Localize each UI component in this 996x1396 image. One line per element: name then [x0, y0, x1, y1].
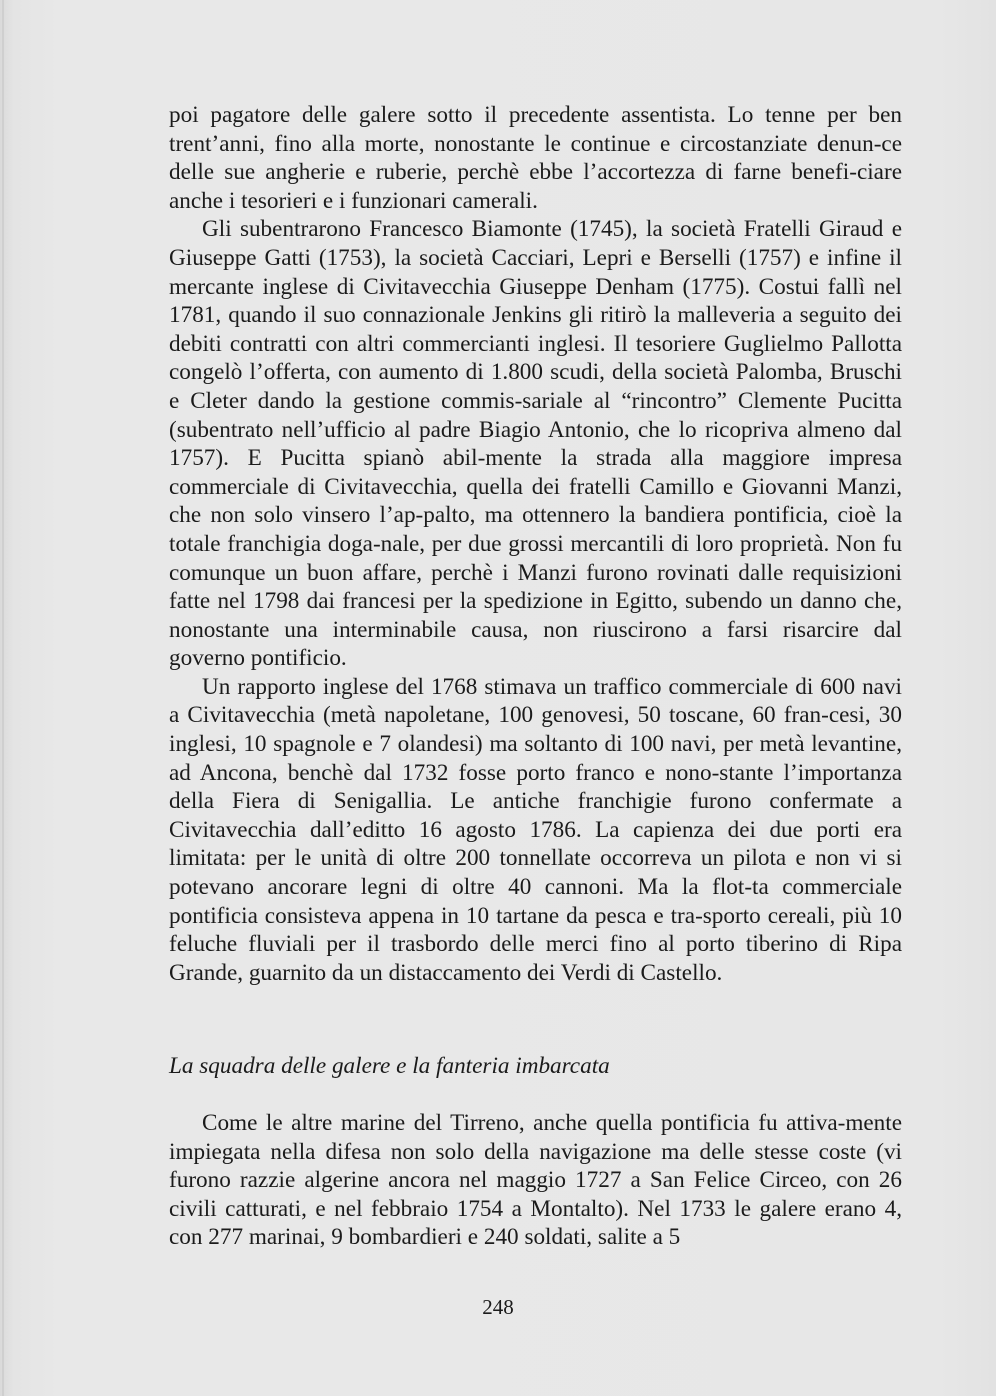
paragraph-3: Un rapporto inglese del 1768 stimava un traffico commerciale di 600 navi a Civitavecchia (metà napoletane, 100 genovesi, 50 toscane, 60 fran-cesi, 30 inglesi, 10 spagnole e 7 olandesi) ma soltanto di 100 navi, per metà levantine, ad Ancona, benchè dal 1732 fosse porto franco e nono-stante l’importanza della Fiera di Senigallia. Le antiche franchigie furono confermate a Civitavecchia dall’editto 16 agosto 1786. La capienza dei due porti era limitata: per le unità di oltre 200 tonnellate occorreva un pilota e non vi si potevano ancorare legni di oltre 40 cannoni. Ma la flot-ta commerciale pontificia consisteva appena in 10 tartane da pesca e tra-sporto cereali, più 10 feluche fluviali per il trasbordo delle merci fino al porto tiberino di Ripa Grande, guarnito da un distaccamento dei Verdi di Castello.: [169, 673, 902, 986]
page-number: 248: [482, 1295, 514, 1319]
paragraph-4: Come le altre marine del Tirreno, anche quella pontificia fu attiva-mente impiegata nella difesa non solo della navigazione ma delle stesse coste (vi furono razzie algerine ancora nel maggio 1727 a San Felice Circeo, con 26 civili catturati, e nel febbraio 1754 a Montalto). Nel 1733 le galere erano 4, con 277 marinai, 9 bombardieri e 240 soldati, salite a 5: [169, 1110, 902, 1251]
section-heading: La squadra delle galere e la fanteria imbarcata: [169, 1053, 610, 1079]
body-text-bottom: [169, 1109, 902, 1252]
paragraph-2: Gli subentrarono Francesco Biamonte (1745), la società Fratelli Giraud e Giuseppe Gatti (1753), la società Cacciari, Lepri e Berselli (1757) e infine il mercante inglese di Civitavecchia Giuseppe Denham (1775). Costui fallì nel 1781, quando il suo connazionale Jenkins gli ritirò la malleveria a seguito dei debiti contratti con altri commercianti inglesi. Il tesoriere Guglielmo Pallotta congelò l’offerta, con aumento di 1.800 scudi, della società Palomba, Bruschi e Cleter dando la gestione commis-sariale al “rincontro” Clemente Pucitta (subentrato nell’ufficio al padre Biagio Antonio, che lo ricopriva almeno dal 1757). E Pucitta spianò abil-mente la strada alla maggiore impresa commerciale di Civitavecchia, quella dei fratelli Camillo e Giovanni Manzi, che non solo vinsero l’ap-palto, ma ottennero la bandiera pontificia, cioè la totale franchigia doga-nale, per due grossi mercantili di loro proprietà. Non fu comunque un buon affare, perchè i Manzi furono rovinati dalle requisizioni fatte nel 1798 dai francesi per la spedizione in Egitto, subendo un danno che, nonostante una interminabile causa, non riuscirono a farsi risarcire dal governo pontificio.: [169, 216, 902, 672]
body-text-top: [169, 101, 902, 987]
paragraph-1: poi pagatore delle galere sotto il precedente assentista. Lo tenne per ben trent’anni, fino alla morte, nonostante le continue e circostanziate denun-ce delle sue angherie e ruberie, perchè ebbe l’accortezza di farne benefi-ciare anche i tesorieri e i funzionari camerali.: [169, 102, 902, 214]
scan-edge-shadow: [2, 0, 4, 1396]
